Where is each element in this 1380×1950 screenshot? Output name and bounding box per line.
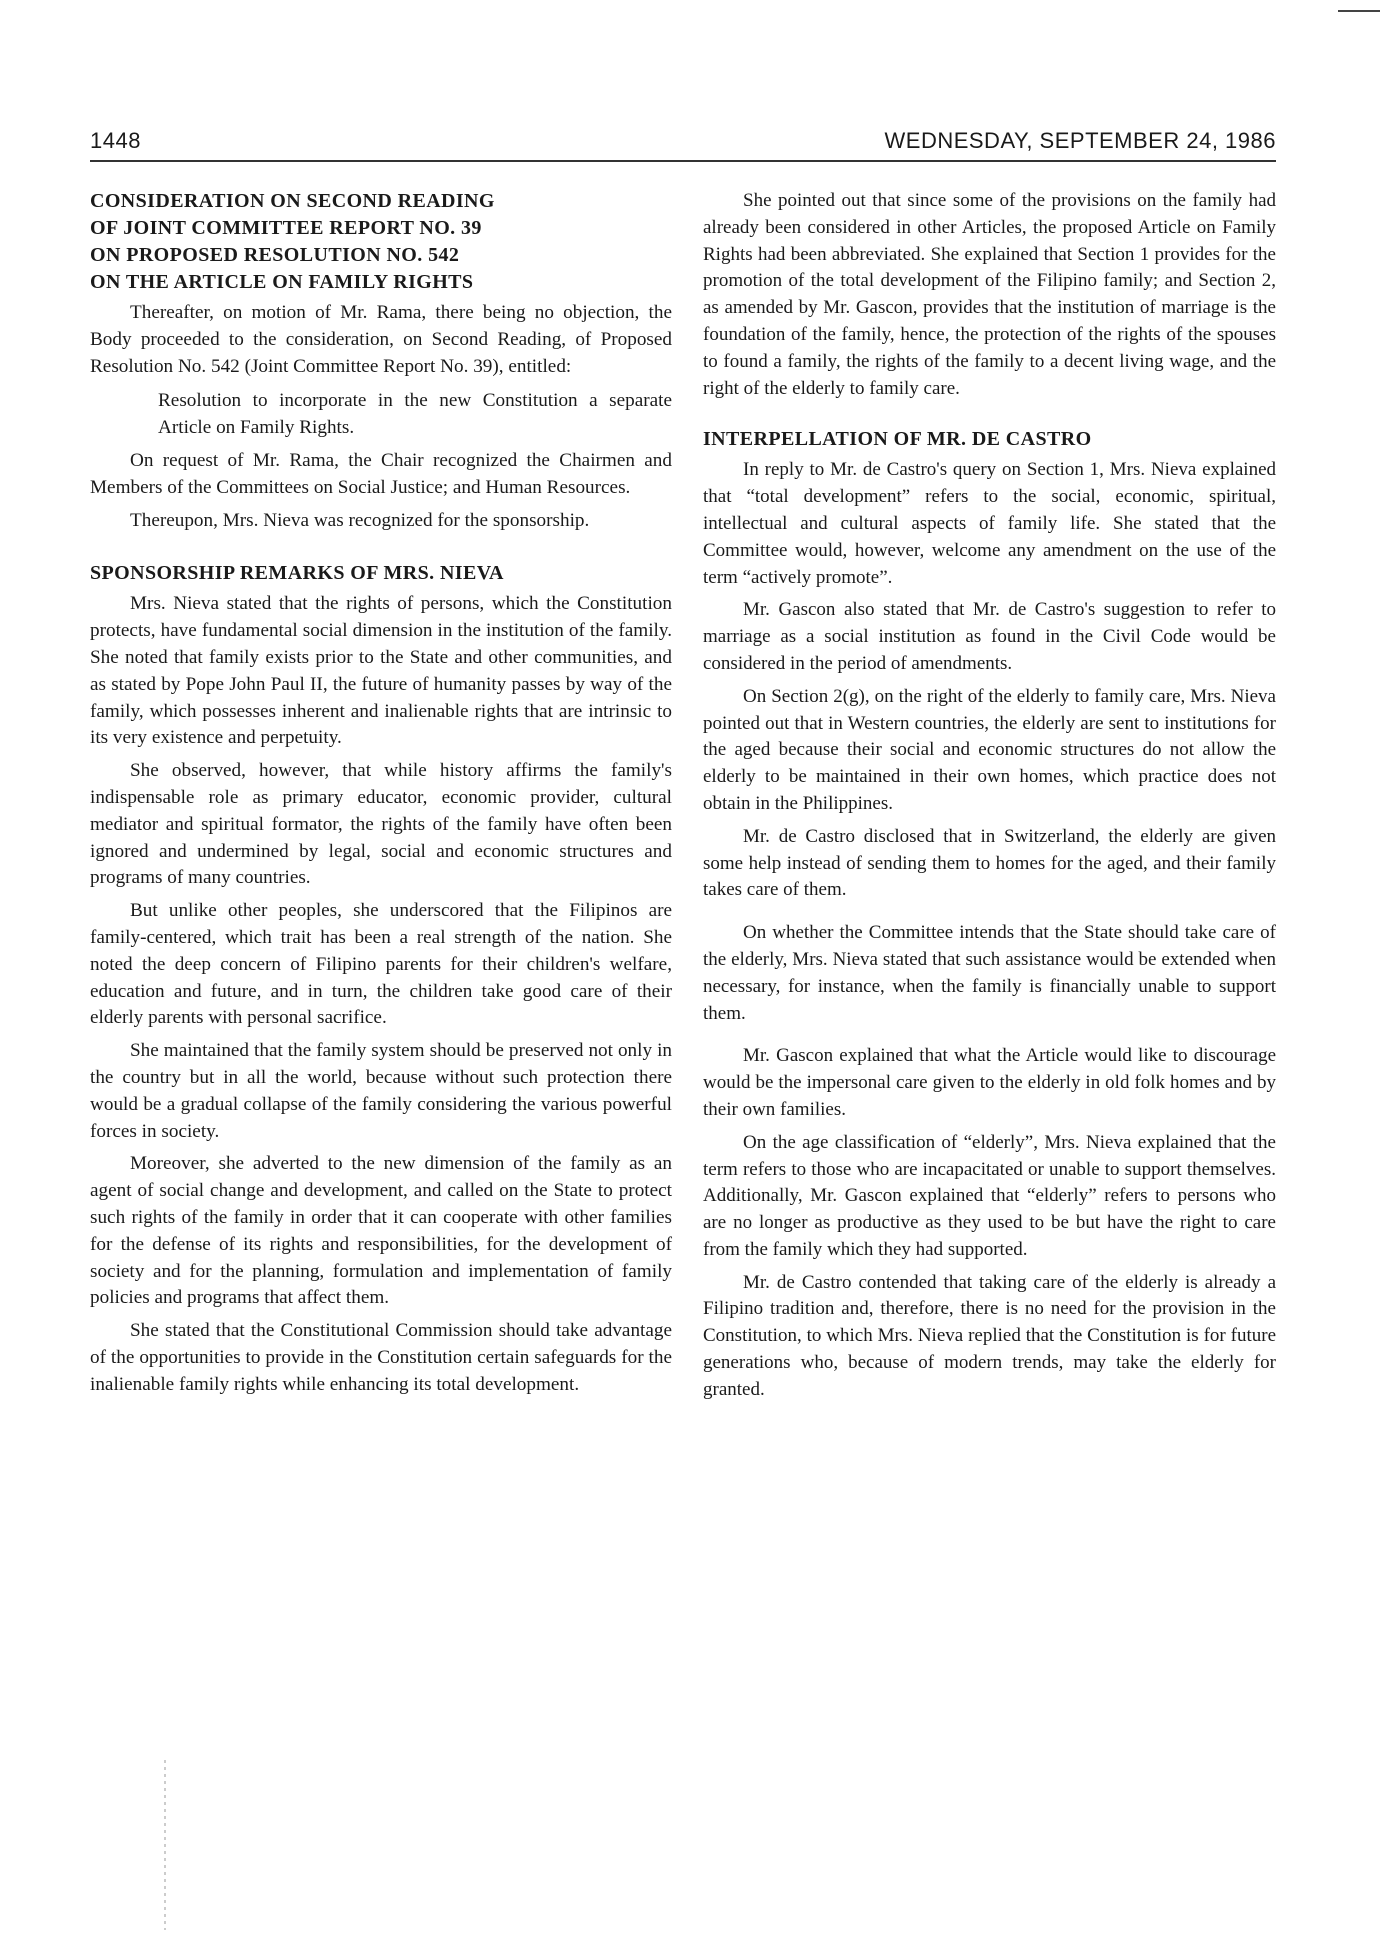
paragraph: Mrs. Nieva stated that the rights of persons, which the Constitution protects, have fundamental social dimension in the institution of the family. She noted that family exists prior to the State and other communities, and as stated by Pope John Paul II, the future of humanity passes by way of the family, which possesses inherent and inalienable rights that are intrinsic to its very existence and perpetuity. [90,593,672,749]
paragraph: She observed, however, that while history affirms the family's indispensable role as primary educator, economic provider, cultural mediator and spiritual formator, the rights of the family have often been ignored and undermined by legal, social and economic structures and programs of many countries. [90,760,672,889]
paragraph: In reply to Mr. de Castro's query on Section 1, Mrs. Nieva explained that “total development” refers to the social, economic, spiritual, intellectual and cultural aspects of family life. She stated that the Committee would, however, welcome any amendment on the use of the term “actively promote”. [703,459,1276,588]
section-heading-interpellation: INTERPELLATION OF MR. DE CASTRO [703,428,1092,451]
heading-line: OF JOINT COMMITTEE REPORT NO. 39 [90,217,482,239]
paragraph: Mr. de Castro contended that taking care of the elderly is already a Filipino tradition and, therefore, there is no need for the provision in the Constitution, to which Mrs. Nieva replied that the Constitution is for future generations who, because of modern trends, may take the elderly for granted. [703,1271,1276,1400]
paragraph: On Section 2(g), on the right of the elderly to family care, Mrs. Nieva pointed out that in Western countries, the elderly are sent to institutions for the aged because their social and economic structures do not allow the elderly to be maintained in their own homes, which practice does not obtain in the Philippines. [703,685,1276,814]
section-heading-sponsorship: SPONSORSHIP REMARKS OF MRS. NIEVA [90,562,504,585]
paragraph: Thereupon, Mrs. Nieva was recognized for the sponsorship. [130,509,590,531]
section-heading-consideration [90,188,672,296]
paragraph: On request of Mr. Rama, the Chair recognized the Chairmen and Members of the Committees on Social Justice; and Human Resources. [90,449,672,498]
heading-line: ON PROPOSED RESOLUTION NO. 542 [90,244,460,266]
paragraph: On whether the Committee intends that the State should take care of the elderly, Mrs. Nieva stated that such assistance would be extended when necessary, for instance, when the family is financially unable to support them. [703,922,1276,1024]
page-number: 1448 [90,128,141,153]
page-header [90,128,1276,158]
paragraph: Thereafter, on motion of Mr. Rama, there being no objection, the Body proceeded to the consideration, on Second Reading, of Proposed Resolution No. 542 (Joint Committee Report No. 39), entitled: [90,302,672,377]
scan-artifact-line [164,1760,166,1930]
header-rule [90,160,1276,162]
paragraph: Mr. Gascon explained that what the Article would like to discourage would be the impersonal care given to the elderly in old folk homes and by their own families. [703,1045,1276,1120]
left-column [90,188,672,1398]
paragraph: On the age classification of “elderly”, Mrs. Nieva explained that the term refers to those who are incapacitated or unable to support themselves. Additionally, Mr. Gascon explained that “elderly” refers to persons who are no longer as productive as they used to be but have the right to care from the family which they had supported. [703,1131,1276,1260]
paragraph: Mr. Gascon also stated that Mr. de Castro's suggestion to refer to marriage as a social institution as found in the Civil Code would be considered in the period of amendments. [703,599,1276,674]
heading-line: CONSIDERATION ON SECOND READING [90,190,495,212]
paragraph: Moreover, she adverted to the new dimension of the family as an agent of social change and development, and called on the State to protect such rights of the family in order that it can cooperate with other families for the defense of its rights and responsibilities, for the development of society and for the planning, formulation and implementation of family policies and programs that affect them. [90,1153,672,1309]
scan-corner-mark [1338,10,1380,12]
paragraph: Mr. de Castro disclosed that in Switzerland, the elderly are given some help instead of sending them to homes for the aged, and their family takes care of them. [703,825,1276,901]
paragraph: She stated that the Constitutional Commission should take advantage of the opportunities to provide in the Constitution certain safeguards for the inalienable family rights while enhancing its total development. [90,1320,672,1395]
resolution-title-quote: Resolution to incorporate in the new Constitution a separate Article on Family Rights. [158,390,672,439]
page-date: WEDNESDAY, SEPTEMBER 24, 1986 [884,128,1276,153]
right-column [703,188,1276,1404]
paragraph: But unlike other peoples, she underscored that the Filipinos are family-centered, which trait has been a real strength of the nation. She noted the deep concern of Filipino parents for their children's welfare, education and future, and in turn, the children take good care of their elderly parents with personal sacrifice. [90,900,672,1029]
heading-line: ON THE ARTICLE ON FAMILY RIGHTS [90,271,474,293]
paragraph: She pointed out that since some of the provisions on the family had already been considered in other Articles, the proposed Article on Family Rights had been abbreviated. She explained that Section 1 provides for the promotion of the total development of the Filipino family; and Section 2, as amended by Mr. Gascon, provides that the institution of marriage is the foundation of the family, hence, the protection of the rights of the spouses to found a family, the rights of the family to a decent living wage, and the right of the elderly to family care. [703,190,1276,399]
paragraph: She maintained that the family system should be preserved not only in the country but in all the world, because without such protection there would be a gradual collapse of the family considering the various powerful forces in society. [90,1040,672,1142]
